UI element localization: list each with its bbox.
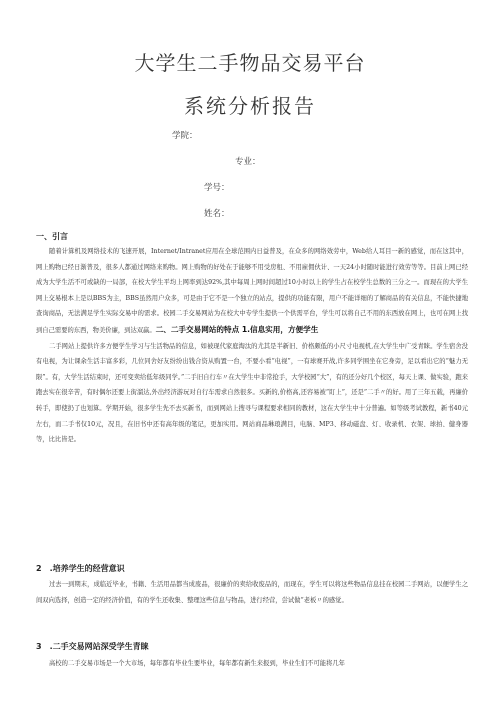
section-heading-intro: 一、引言 bbox=[36, 232, 68, 241]
paragraph bbox=[36, 244, 468, 339]
document-subtitle: 系统分析报告 bbox=[184, 94, 316, 118]
paragraph-text: 随着计算机及网络技术的飞速开展，Internet/Intranet应用在全球范围内日益普及，在众多的网络效劳中，Web给人耳目一新的感觉，而在这其中，网上购物已经日渐普及，很多人都通过网络来购物。网上购物的好处在于能够不用受房租、不用雇佣伙计、一天24小时随时能进行效劳等等。目前上网已经成为大学生活不可或缺的一局部，在校大学生平均上网率到达92%,其中每周上网时间超过10小时以上的学生占在校学生总数的三分之一。而现在的大学生网上交易根本上是以BBS为主，BBS虽然用户众多，可是由于它不是一个独立的站点，提供的功能有限，用户不能详细的了解商品的有关信息，不能快捷地查询商品，无法满足学生实际交易中的需求。校园二手交易网站为在校大中专学生提供一个供需平台，学生可以将自己不用的东西放在网上，也可在网上找到自己需要的东西，物美价廉，到达双赢。 bbox=[36, 248, 468, 334]
section-heading-business: 2 .培养学生的经营意识 bbox=[36, 564, 125, 573]
section-intro-body bbox=[36, 244, 468, 448]
document-title: 大学生二手物品交易平台 bbox=[134, 51, 366, 75]
paragraph: 过去一到期末，成临近毕业，书籍、生活用品都当成废品，很廉价的卖给收废品的，而现在，学生可以将这些物品信息挂在校园二手网站，以便学生之间双向选择，创造一定的经济价值，有的学生还收集、整理这些信息与物品，进行经营，尝试做“老板〃的感觉。 bbox=[36, 581, 468, 604]
section-heading-features: 二、二手交易网站的特点 1.信息实用，方便学生 bbox=[155, 324, 319, 334]
section-heading-popularity: 3 .二手交易网站深受学生青睐 bbox=[36, 642, 149, 651]
field-college: 学院： bbox=[172, 131, 198, 141]
field-student-id: 学号： bbox=[204, 183, 230, 193]
paragraph: 二手网站上提供许多方便学生学习与生活物品的信息，如被现代家庭淘汰的尤其是半新旧、价格颇低的小尺寸电视机,在大学生中广受青睐。学生宿舍没有电视，为让课余生活丰富多彩，几位同舍好友纷纷出钱合资从购置一台，不要小看“电视”，一有球赛开战,许多同学围坐在它身旁，足以看出它的“魅力无限”。有，大学生活结束时，还可变卖给低年级同学。”二手旧自行车〃在大学生中非常抢手，大学校园“大”，有的还分好几个校区，每天上课、做实验，跑来跑去实在很辛苦，有时偶尔还要上街溜达,外出经济游玩对自行车需求自然很多。买新的,价格高,还容易被“盯上”，还是”二手〃的好。用了三年五载，再廉价转手，即使扔了也划算。学期开始，很多学生先不去买新书，而到网站上搜寻与课程要求相同的教材，这在大学生中十分普遍。如等级考试教程，新书40元左右，而二手书仅10元，况且，在旧书中还有高年级的笔记，更加实用。网站商品琳琅满目，电脑、MP3、移动磁盘、灯、收录机、衣架、球拍、健身器等，比比皆是。 bbox=[36, 342, 468, 444]
section-popularity-body bbox=[36, 656, 468, 672]
section-business-body bbox=[36, 577, 468, 608]
field-major: 专业： bbox=[235, 157, 261, 167]
field-name: 姓名： bbox=[204, 209, 230, 219]
paragraph: 高校的二手交易市场是一个大市场，每年都有毕业生要毕业，每年都有新生来报到，毕业生们不可能将几年 bbox=[49, 660, 345, 667]
